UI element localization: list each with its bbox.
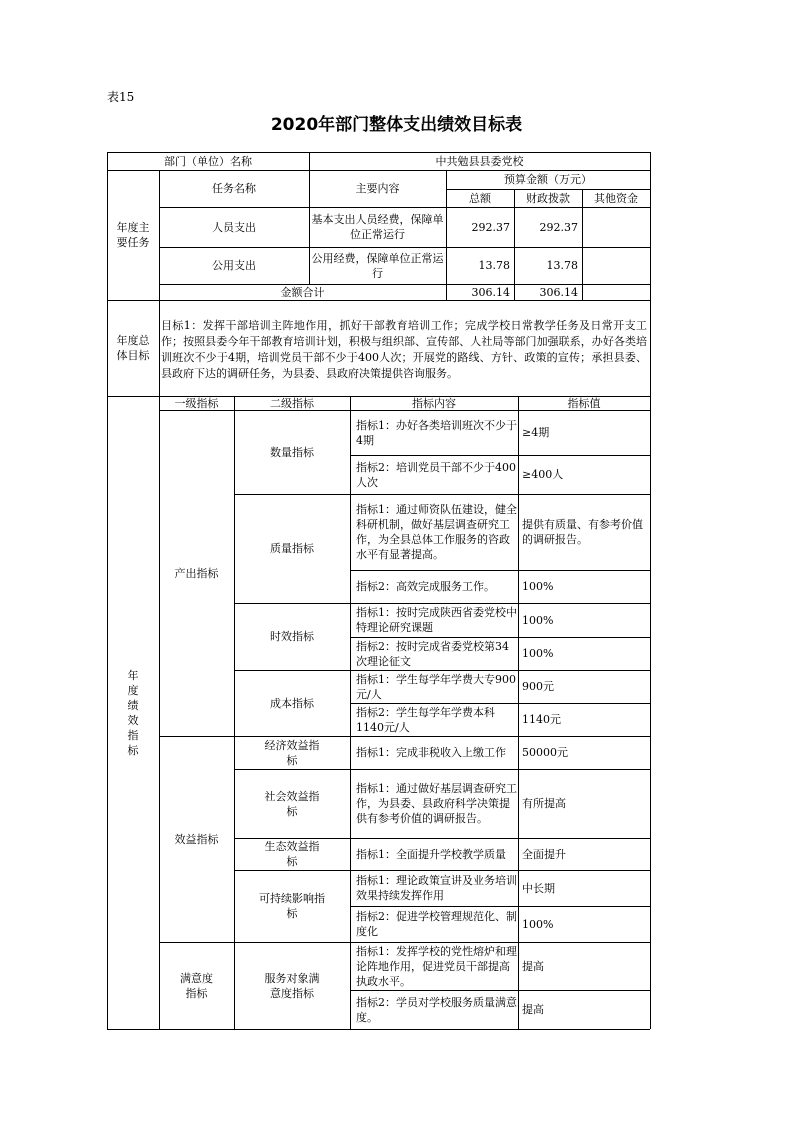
indicator-content: 指标2：促进学校管理规范化、制度化 — [356, 910, 517, 938]
task-row-total: 292.37 — [471, 220, 510, 234]
indicator-value: 中长期 — [522, 881, 555, 895]
indicator-content: 指标1：通过做好基层调查研究工作，为县委、县政府科学决策提供有参考价值的调研报告。 — [356, 782, 517, 825]
col-indicator-content: 指标内容 — [412, 396, 456, 410]
level2-quantity: 数量指标 — [270, 445, 314, 459]
col-level1: 一级指标 — [174, 396, 219, 410]
indicator-value: 100% — [522, 647, 554, 660]
task-row-content: 公用经费，保障单位正常运行 — [311, 251, 444, 280]
col-task-name: 任务名称 — [212, 182, 256, 195]
indicator-content: 指标2：培训党员干部不少于400人次 — [356, 460, 516, 489]
indicator-value: 1140元 — [522, 713, 561, 726]
task-row-name: 人员支出 — [212, 220, 256, 234]
indicator-content: 指标1：发挥学校的党性熔炉和理论阵地作用，促进党员干部提高执政水平。 — [356, 944, 517, 988]
level1-output: 产出指标 — [174, 566, 219, 580]
indicator-content: 指标1：完成非税收入上缴工作 — [356, 746, 506, 759]
indicator-content: 指标1：按时完成陕西省委党校中特理论研究课题 — [356, 606, 517, 634]
indicator-value: 全面提升 — [522, 847, 566, 861]
level1-benefit: 效益指标 — [174, 832, 219, 846]
level2-sustainability: 可持续影响指标 — [259, 892, 325, 920]
task-row-fiscal: 13.78 — [546, 259, 578, 272]
level2-timeliness: 时效指标 — [270, 630, 314, 643]
level2-ecological: 生态效益指标 — [264, 840, 320, 868]
indicator-value: 100% — [522, 580, 554, 593]
col-main-content: 主要内容 — [355, 182, 400, 195]
task-row-other — [582, 207, 650, 247]
task-row-fiscal: 292.37 — [539, 220, 578, 234]
sum-fiscal: 306.14 — [539, 285, 578, 299]
indicator-content: 指标1：全面提升学校教学质量 — [356, 847, 506, 861]
indicator-value: 100% — [522, 613, 554, 627]
sum-total: 306.14 — [471, 285, 510, 299]
indicator-value: 提高 — [522, 959, 544, 973]
col-level2: 二级指标 — [270, 396, 314, 410]
indicator-content: 指标2：学生每学年学费本科1140元/人 — [356, 705, 495, 734]
col-budget: 预算金额（万元） — [504, 173, 592, 186]
indicator-content: 指标2：高效完成服务工作。 — [356, 580, 495, 593]
task-row-name: 公用支出 — [212, 259, 256, 272]
task-row-total: 13.78 — [478, 259, 510, 272]
indicator-content: 指标1：学生每学年学费大专900元/人 — [356, 672, 516, 701]
indicator-content: 指标1：办好各类培训班次不少于4期 — [356, 418, 517, 447]
dept-label: 部门（单位）名称 — [164, 154, 252, 168]
col-indicator-value: 指标值 — [567, 396, 601, 410]
sum-other — [582, 284, 650, 300]
overall-goal-label: 年度总体目标 — [116, 334, 150, 362]
page-title: 2020年部门整体支出绩效目标表 — [270, 115, 523, 135]
indicator-value: 提供有质量、有参考价值的调研报告。 — [522, 518, 643, 546]
sum-label: 金额合计 — [280, 285, 325, 299]
indicator-value: 100% — [522, 917, 554, 931]
indicator-value: 900元 — [522, 680, 554, 693]
level2-cost: 成本指标 — [270, 696, 314, 710]
indicator-content: 指标1：通过师资队伍建设，健全科研机制，做好基层调查研究工作，为全县总体工作服务的咨政水平有显著提高。 — [356, 503, 517, 561]
col-total: 总额 — [469, 191, 491, 205]
indicator-value: ≥4期 — [522, 426, 550, 439]
indicator-value: 提高 — [522, 1003, 544, 1016]
level1-satisfaction: 满意度指标 — [180, 971, 213, 1000]
overall-goal-text: 目标1：发挥干部培训主阵地作用，抓好干部教育培训工作；完成学校日常教学任务及日常开支工作；按照县委今年干部教育培训计划，积极与组织部、宣传部、人社局等部门加强联系，办好各类培训班次不少于4期，培训党员干部不少于400人次；开展党的路线、方针、政策的宣传；承担县委、县政府下达的调研任务，为县委、县政府决策提供咨询服务。 — [161, 319, 647, 380]
level2-social: 社会效益指标 — [264, 789, 320, 818]
dept-value: 中共勉县县委党校 — [435, 154, 524, 168]
indicator-content: 指标2：按时完成省委党校第34次理论征文 — [356, 639, 509, 668]
indicator-value: ≥400人 — [522, 468, 564, 481]
col-fiscal: 财政拨款 — [526, 191, 570, 205]
col-other: 其他资金 — [594, 191, 638, 205]
level2-service-satisfaction: 服务对象满意度指标 — [264, 971, 320, 1000]
indicator-content: 指标2：学员对学校服务质量满意度。 — [356, 995, 517, 1024]
performance-label: 年度绩效指标 — [127, 668, 139, 757]
annual-tasks-label: 年度主要任务 — [116, 221, 150, 249]
indicator-content: 指标1：理论政策宣讲及业务培训效果持续发挥作用 — [356, 874, 517, 902]
indicator-value: 有所提高 — [522, 797, 566, 810]
level2-quality: 质量指标 — [270, 542, 314, 555]
task-row-other — [582, 247, 650, 284]
task-row-content: 基本支出人员经费，保障单位正常运行 — [311, 213, 444, 241]
indicator-value: 50000元 — [522, 746, 568, 759]
level2-economic: 经济效益指标 — [264, 738, 320, 767]
table-number: 表15 — [107, 90, 135, 104]
